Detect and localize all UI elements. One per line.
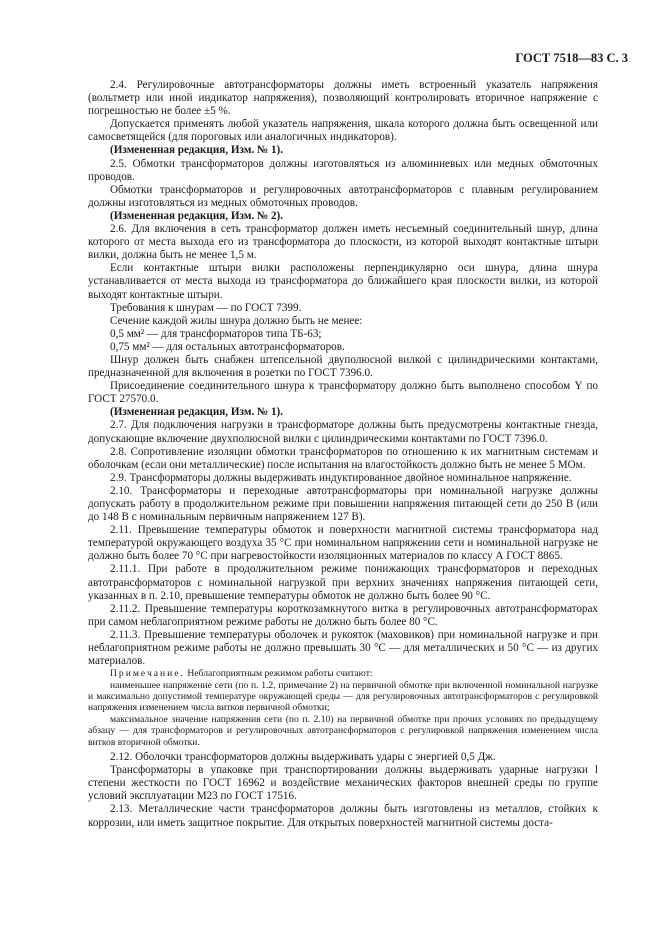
paragraph: (Измененная редакция, Изм. № 1). — [110, 406, 284, 419]
note-intro — [88, 668, 598, 679]
paragraph: 2.6. Для включения в сеть трансформатор должен иметь несъемный соединительный шнур, длина которого от места выхода его из трансформатора до плоскости, из которой выходят контактные штыри вилки, должна быть не менее 1,5 м. — [88, 223, 598, 262]
paragraph: 2.4. Регулировочные автотрансформаторы должны иметь встроенный указатель напряжения (вольтметр или иной индикатор напряжения), позволяющий контролировать вторичное напряжение с погрешностью не более ±5 %. — [88, 79, 598, 118]
paragraph: 2.11. Превышение температуры обмоток и поверхности магнитной системы трансформатора над температурой окружающего воздуха 35 °С при номинальном напряжении сети и номинальной нагрузке не должно быть более 70 °С при нагревостойкости изоляционных материалов по классу А ГОСТ 8865. — [88, 524, 598, 563]
paragraph: 2.8. Сопротивление изоляции обмотки трансформаторов по отношению к их магнитным системам и оболочкам (если они металлические) после испытания на влагостойкость должно быть не менее 5 МОм. — [88, 445, 598, 471]
paragraph: 2.11.1. При работе в продолжительном режиме понижающих трансформаторов и переходных автотрансформаторов с номинальной нагрузкой при верхних значениях напряжения питающей сети, указанных в п. 2.10, превышение температуры обмоток не должно быть более 90 °С. — [88, 563, 598, 602]
paragraph: 2.9. Трансформаторы должны выдерживать индуктированное двойное номинальное напряжение. — [110, 471, 572, 484]
paragraph: 0,75 мм² — для остальных автотрансформаторов. — [110, 340, 345, 353]
paragraph: 2.11.2. Превышение температуры короткозамкнутого витка в регулировочных автотрансформаторах при самом неблагоприятном режиме работы не должно быть более 80 °С. — [88, 602, 598, 628]
paragraph: 2.10. Трансформаторы и переходные автотрансформаторы при номинальной нагрузке должны допускать работу в продолжительном режиме при повышении напряжения питающей сети до 250 В (или до 148 В с номинальным первичным напряжением 127 В). — [88, 484, 598, 524]
note-intro-text: Неблагоприятным режимом работы считают: — [187, 668, 373, 680]
paragraph: Трансформаторы в упаковке при транспортировании должны выдерживать ударные нагрузки l степени жесткости по ГОСТ 16962 и воздействие механических факторов внешней среды по группе условий эксплуатации М23 по ГОСТ 17516. — [88, 764, 598, 803]
paragraph: (Измененная редакция, Изм. № 1). — [110, 144, 284, 157]
paragraph: Сечение каждой жилы шнура должно быть не менее: — [110, 314, 363, 327]
paragraph: Присоединение соединительного шнура к трансформатору должно быть выполнено способом Y по ГОСТ 27570.0. — [88, 380, 598, 406]
paragraphs-after-note — [88, 751, 598, 830]
paragraph: Требования к шнурам — по ГОСТ 7399. — [110, 301, 302, 314]
note-item: наименьшее напряжение сети (по п. 1.2, примечание 2) на первичной обмотке при включенной номинальной нагрузке и максимально допустимой температуре окружающей среды — для регулировочных автотрансформаторов с регулировкой напряжения изменением числа витков первичной обмотки; — [88, 679, 598, 714]
page-header: ГОСТ 7518—83 С. 3 — [515, 51, 628, 65]
paragraph: 2.12. Оболочки трансформаторов должны выдерживать удары с энергией 0,5 Дж. — [110, 751, 496, 764]
paragraph: 2.11.3. Превышение температуры оболочек и рукояток (маховиков) при номинальной нагрузке и при неблагоприятном режиме работы не должно превышать 30 °С — для металлических и 50 °С — из других материалов. — [88, 628, 598, 668]
paragraph: 0,5 мм² — для трансформаторов типа ТБ-63; — [110, 327, 322, 340]
paragraph: Если контактные штыри вилки расположены перпендикулярно оси шнура, длина шнура устанавливается от места выхода из трансформатора до ближайшего края плоскости вилки, из которой выходят контактные штыри. — [88, 262, 598, 301]
paragraph: Шнур должен быть снабжен штепсельной двуполюсной вилкой с цилиндрическими контактами, предназначенной для включения в розетки по ГОСТ 7396.0. — [88, 353, 598, 380]
paragraph: Допускается применять любой указатель напряжения, шкала которого должна быть освещенной или самосветящейся (для пороговых или аналогичных индикаторов). — [88, 118, 598, 144]
paragraphs-before-note — [88, 79, 598, 668]
paragraph: Обмотки трансформаторов и регулировочных автотрансформаторов с плавным регулированием должны изготовляться из медных обмоточных проводов. — [88, 183, 598, 209]
note-label: Примечание. — [110, 668, 185, 680]
paragraph: 2.13. Металлические части трансформаторов должны быть изготовлены из металлов, стойких к коррозии, или иметь защитное покрытие. Для открытых поверхностей магнитной системы доста- — [88, 803, 598, 829]
paragraph: 2.5. Обмотки трансформаторов должны изготовляться из алюминиевых или медных обмоточных проводов. — [88, 157, 598, 183]
note-item: максимальное значение напряжения сети (по п. 2.10) на первичной обмотке при прочих условиях по предыдущему абзацу — для трансформаторов и регулировочных автотрансформаторов с регулировкой напряжения изменением числа витков вторичной обмотки. — [88, 713, 598, 748]
document-body — [88, 79, 598, 830]
paragraph: (Измененная редакция, Изм. № 2). — [110, 209, 284, 222]
paragraph: 2.7. Для подключения нагрузки в трансформаторе должны быть предусмотрены контактные гнезда, допускающие включение двухполюсной вилки с цилиндрическими контактами по ГОСТ 7396.0. — [88, 419, 598, 445]
